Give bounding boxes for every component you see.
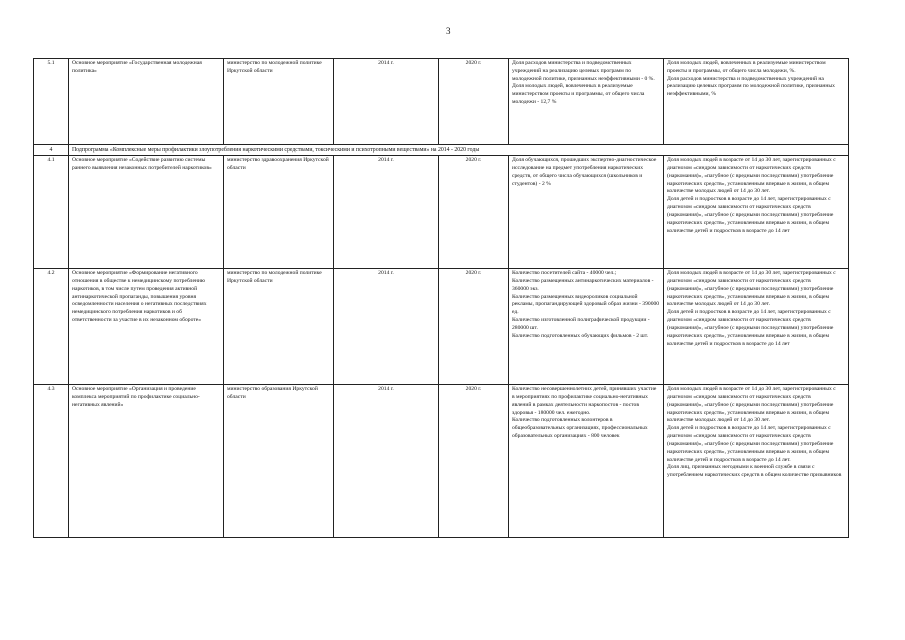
subprogram-title: Подпрограмма «Комплексные меры профилактики злоупотребления наркотическими средствами, токсическими и психотропными веществами» на 2014 - 2020 годы	[69, 145, 849, 156]
event-cell: Основное мероприятие «Формирование негативного отношения в обществе к немедицинскому потреблению наркотиков, в том числе путем проведения активной антинаркотической пропаганды, повышения уровня осведомленности населения о негативных последствиях немедицинского потребления наркотиков и об ответственности за участие в их незаконном обороте»	[69, 269, 224, 385]
end-year-cell: 2020 г.	[439, 269, 509, 385]
table-row	[34, 269, 849, 385]
end-year-cell: 2020 г.	[439, 156, 509, 269]
executor-cell: министерство здравоохранения Иркутской области	[224, 156, 334, 269]
program-table	[33, 58, 849, 538]
event-cell: Основное мероприятие «Организация и проведение комплекса мероприятий по профилактике социально-негативных явлений»	[69, 385, 224, 538]
executor-cell: министерство по молодежной политике Иркутской области	[224, 59, 334, 145]
start-year-cell: 2014 г.	[334, 156, 439, 269]
start-year-cell: 2014 г.	[334, 59, 439, 145]
results-cell: Доля молодых людей в возрасте от 14 до 30 лет, зарегистрированных с диагнозом «синдром зависимости от наркотических средств (наркомания)», «пагубное (с вредными последствиями) употребление наркотических средств», установленным впервые в жизни, в общем количестве молодых людей от 14 до 30 лет. Доля детей и подростков в возрасте до 14 лет, зарегистрированных с диагнозом «синдром зависимости от наркотических средств (наркомания)», «пагубное (с вредными последствиями) употребление наркотических средств», установленным впервые в жизни, в общем количестве детей и подростков в возрасте до 14 лет. Доля лиц, признанных негодными к военной службе в связи с употреблением наркотических средств в общем количестве призывников	[664, 385, 849, 538]
table-row	[34, 59, 849, 145]
executor-cell: министерство образования Иркутской области	[224, 385, 334, 538]
results-cell: Доля молодых людей в возрасте от 14 до 30 лет, зарегистрированных с диагнозом «синдром зависимости от наркотических средств (наркомания)», «пагубное (с вредными последствиями) употребление наркотических средств», установленным впервые в жизни, в общем количестве молодых людей от 14 до 30 лет. Доля детей и подростков в возрасте до 14 лет, зарегистрированных с диагнозом «синдром зависимости от наркотических средств (наркомания)», «пагубное (с вредными последствиями) употребление наркотических средств», установленным впервые в жизни, в общем количестве детей и подростков в возрасте до 14 лет	[664, 156, 849, 269]
results-cell: Доля молодых людей, вовлеченных в реализуемые министерством проекты и программы, от общего числа молодежи, %. Доля расходов министерства и подведомственных учреждений на реализацию целевых программ по молодежной политике, признанных неэффективными, %	[664, 59, 849, 145]
row-number: 4.3	[34, 385, 69, 538]
subprogram-number: 4	[34, 145, 69, 156]
results-cell: Доля молодых людей в возрасте от 14 до 30 лет, зарегистрированных с диагнозом «синдром зависимости от наркотических средств (наркомания)», «пагубное (с вредными последствиями) употребление наркотических средств», установленным впервые в жизни, в общем количестве молодых людей от 14 до 30 лет. Доля детей и подростков в возрасте до 14 лет, зарегистрированных с диагнозом «синдром зависимости от наркотических средств (наркомания)», «пагубное (с вредными последствиями) употребление наркотических средств», установленным впервые в жизни, в общем количестве детей и подростков в возрасте до 14 лет	[664, 269, 849, 385]
event-cell: Основное мероприятие «Содействие развитию системы раннего выявления незаконных потребителей наркотиков»	[69, 156, 224, 269]
table-row	[34, 385, 849, 538]
indicators-cell: Доля обучающихся, прошедших экспертно-диагностическое исследование на предмет употребления наркотических средств, от общего числа обучающихся (школьников и студентов) - 2 %	[509, 156, 664, 269]
indicators-cell: Количество несовершеннолетних детей, принявших участие в мероприятиях по профилактике социально-негативных явлений в рамках деятельности наркопостов - постов здоровья - 180000 чел. ежегодно. Количество подготовленных волонтеров в общеобразовательных организациях, профессиональных образовательных организациях - 800 человек	[509, 385, 664, 538]
row-number: 4.1	[34, 156, 69, 269]
end-year-cell: 2020 г.	[439, 59, 509, 145]
indicators-cell: Доля расходов министерства и подведомственных учреждений на реализацию целевых программ по молодежной политике, признанных неэффективными - 0 %. Доля молодых людей, вовлеченных в реализуемые министерством проекты и программы, от общего числа молодежи - 12,7 %	[509, 59, 664, 145]
executor-cell: министерство по молодежной политике Иркутской области	[224, 269, 334, 385]
start-year-cell: 2014 г.	[334, 385, 439, 538]
page-number: 3	[446, 26, 451, 36]
table-row	[34, 156, 849, 269]
event-cell: Основное мероприятие «Государственная молодежная политика»	[69, 59, 224, 145]
indicators-cell: Количество посетителей сайта - 40000 чел.; Количество размещенных антинаркотических материалов - 360000 экз. Количество размещенных видеороликов социальной рекламы, пропагандирующей здоровый образ жизни - 390000 ед. Количество изготовленной полиграфической продукции - 280000 шт. Количество подготовленных обучающих фильмов - 2 шт.	[509, 269, 664, 385]
row-number: 4.2	[34, 269, 69, 385]
subprogram-row	[34, 145, 849, 156]
end-year-cell: 2020 г.	[439, 385, 509, 538]
row-number: 5.1	[34, 59, 69, 145]
start-year-cell: 2014 г.	[334, 269, 439, 385]
